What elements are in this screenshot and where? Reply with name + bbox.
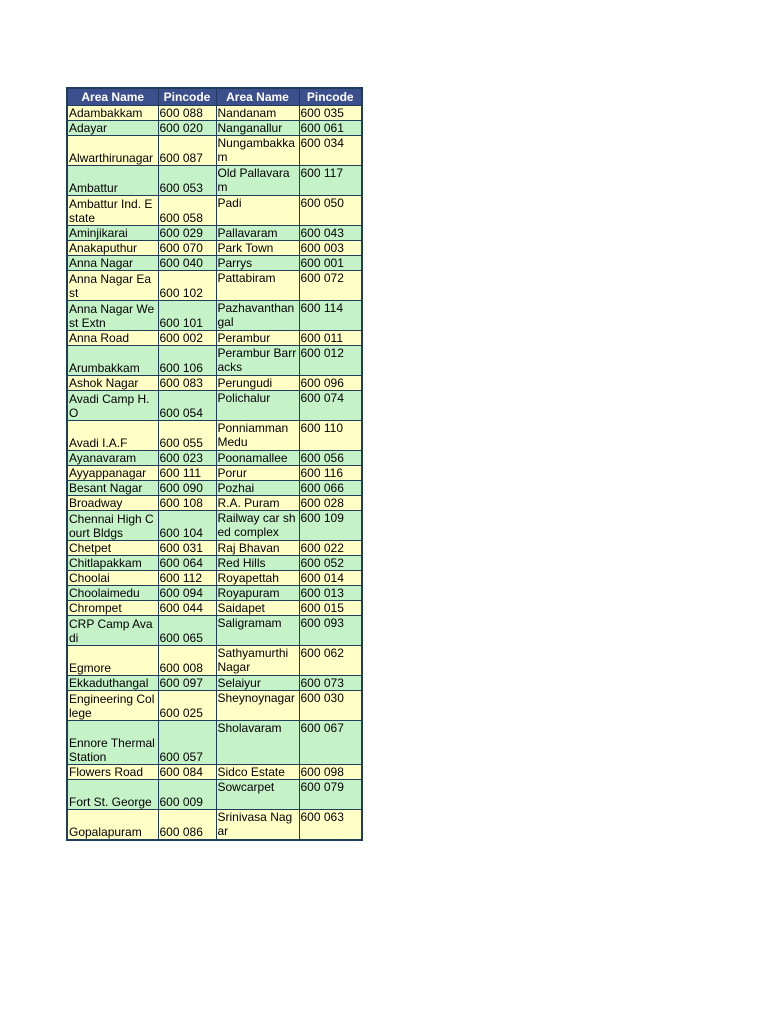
- table-row: [67, 136, 362, 166]
- pincode-cell: 600 020: [158, 121, 216, 136]
- header-area-name-1: Area Name: [67, 88, 158, 106]
- pincode-cell: 600 063: [299, 810, 362, 841]
- area-name-cell: Flowers Road: [67, 765, 158, 780]
- pincode-cell: 600 003: [299, 241, 362, 256]
- area-name-cell: Avadi Camp H.O: [67, 391, 158, 421]
- area-name-cell: Ayyappanagar: [67, 466, 158, 481]
- pincode-cell: 600 001: [299, 256, 362, 271]
- pincode-cell: 600 074: [299, 391, 362, 421]
- pincode-cell: 600 028: [299, 496, 362, 511]
- area-name-cell: Anna Nagar West Extn: [67, 301, 158, 331]
- area-name-cell: R.A. Puram: [216, 496, 299, 511]
- pincode-cell: 600 109: [299, 511, 362, 541]
- pincode-cell: 600 050: [299, 196, 362, 226]
- area-name-cell: Royapettah: [216, 571, 299, 586]
- pincode-cell: 600 054: [158, 391, 216, 421]
- area-name-cell: Railway car shed complex: [216, 511, 299, 541]
- table-row: [67, 765, 362, 780]
- area-name-cell: Porur: [216, 466, 299, 481]
- area-name-cell: Chitlapakkam: [67, 556, 158, 571]
- pincode-cell: 600 111: [158, 466, 216, 481]
- area-name-cell: Perambur: [216, 331, 299, 346]
- area-name-cell: Pazhavanthangal: [216, 301, 299, 331]
- pincode-cell: 600 008: [158, 646, 216, 676]
- area-name-cell: Old Pallavaram: [216, 166, 299, 196]
- table-row: [67, 676, 362, 691]
- area-name-cell: Choolaimedu: [67, 586, 158, 601]
- pincode-cell: 600 013: [299, 586, 362, 601]
- area-name-cell: Engineering College: [67, 691, 158, 721]
- pincode-cell: 600 079: [299, 780, 362, 810]
- pincode-cell: 600 117: [299, 166, 362, 196]
- pincode-cell: 600 094: [158, 586, 216, 601]
- area-name-cell: Alwarthirunagar: [67, 136, 158, 166]
- pincode-cell: 600 072: [299, 271, 362, 301]
- table-row: [67, 421, 362, 451]
- pincode-cell: 600 088: [158, 106, 216, 121]
- table-row: [67, 481, 362, 496]
- area-name-cell: Arumbakkam: [67, 346, 158, 376]
- area-name-cell: Selaiyur: [216, 676, 299, 691]
- header-area-name-2: Area Name: [216, 88, 299, 106]
- table-row: [67, 616, 362, 646]
- area-name-cell: Chennai High Court Bldgs: [67, 511, 158, 541]
- area-name-cell: Perungudi: [216, 376, 299, 391]
- pincode-cell: 600 067: [299, 721, 362, 765]
- table-row: [67, 226, 362, 241]
- pincode-cell: 600 023: [158, 451, 216, 466]
- table-header-row: [67, 88, 362, 106]
- table-row: [67, 586, 362, 601]
- pincode-cell: 600 104: [158, 511, 216, 541]
- table-row: [67, 241, 362, 256]
- area-name-cell: Perambur Barracks: [216, 346, 299, 376]
- pincode-cell: 600 102: [158, 271, 216, 301]
- area-name-cell: Gopalapuram: [67, 810, 158, 841]
- pincode-cell: 600 009: [158, 780, 216, 810]
- area-name-cell: Chrompet: [67, 601, 158, 616]
- table-row: [67, 541, 362, 556]
- pincode-cell: 600 096: [299, 376, 362, 391]
- pincode-cell: 600 002: [158, 331, 216, 346]
- pincode-cell: 600 098: [299, 765, 362, 780]
- table-row: [67, 256, 362, 271]
- area-name-cell: Anna Nagar East: [67, 271, 158, 301]
- pincode-cell: 600 086: [158, 810, 216, 841]
- pincode-cell: 600 053: [158, 166, 216, 196]
- area-name-cell: Sowcarpet: [216, 780, 299, 810]
- area-name-cell: Parrys: [216, 256, 299, 271]
- pincode-cell: 600 056: [299, 451, 362, 466]
- area-name-cell: Padi: [216, 196, 299, 226]
- pincode-cell: 600 043: [299, 226, 362, 241]
- pincode-cell: 600 087: [158, 136, 216, 166]
- pincode-cell: 600 035: [299, 106, 362, 121]
- area-name-cell: Anna Nagar: [67, 256, 158, 271]
- area-name-cell: Ekkaduthangal: [67, 676, 158, 691]
- pincode-cell: 600 012: [299, 346, 362, 376]
- pincode-cell: 600 116: [299, 466, 362, 481]
- pincode-cell: 600 014: [299, 571, 362, 586]
- table-body: [67, 106, 362, 841]
- pincode-cell: 600 114: [299, 301, 362, 331]
- pincode-cell: 600 030: [299, 691, 362, 721]
- pincode-cell: 600 090: [158, 481, 216, 496]
- area-name-cell: Besant Nagar: [67, 481, 158, 496]
- table-row: [67, 166, 362, 196]
- area-name-cell: Sathyamurthi Nagar: [216, 646, 299, 676]
- table-row: [67, 691, 362, 721]
- table-row: [67, 496, 362, 511]
- pincode-cell: 600 083: [158, 376, 216, 391]
- pincode-cell: 600 073: [299, 676, 362, 691]
- area-name-cell: Raj Bhavan: [216, 541, 299, 556]
- pincode-cell: 600 101: [158, 301, 216, 331]
- table-row: [67, 466, 362, 481]
- pincode-cell: 600 108: [158, 496, 216, 511]
- table-row: [67, 391, 362, 421]
- pincode-cell: 600 040: [158, 256, 216, 271]
- area-name-cell: Srinivasa Nagar: [216, 810, 299, 841]
- area-name-cell: Chetpet: [67, 541, 158, 556]
- area-name-cell: Nandanam: [216, 106, 299, 121]
- table-row: [67, 271, 362, 301]
- area-name-cell: Park Town: [216, 241, 299, 256]
- pincode-cell: 600 106: [158, 346, 216, 376]
- table-row: [67, 780, 362, 810]
- table-row: [67, 106, 362, 121]
- area-name-cell: Nanganallur: [216, 121, 299, 136]
- pincode-cell: 600 061: [299, 121, 362, 136]
- area-name-cell: Ambattur Ind. Estate: [67, 196, 158, 226]
- area-name-cell: Polichalur: [216, 391, 299, 421]
- pincode-cell: 600 112: [158, 571, 216, 586]
- pincode-cell: 600 093: [299, 616, 362, 646]
- area-name-cell: Ashok Nagar: [67, 376, 158, 391]
- table-row: [67, 571, 362, 586]
- pincode-cell: 600 097: [158, 676, 216, 691]
- pincode-cell: 600 062: [299, 646, 362, 676]
- area-name-cell: Sholavaram: [216, 721, 299, 765]
- table-row: [67, 301, 362, 331]
- table-row: [67, 556, 362, 571]
- area-name-cell: CRP Camp Avadi: [67, 616, 158, 646]
- area-name-cell: Ayanavaram: [67, 451, 158, 466]
- pincode-cell: 600 025: [158, 691, 216, 721]
- pincode-cell: 600 070: [158, 241, 216, 256]
- pincode-cell: 600 055: [158, 421, 216, 451]
- area-name-cell: Ennore Thermal Station: [67, 721, 158, 765]
- pincode-cell: 600 034: [299, 136, 362, 166]
- area-name-cell: Sheynoynagar: [216, 691, 299, 721]
- table-row: [67, 601, 362, 616]
- table-row: [67, 810, 362, 841]
- table-row: [67, 376, 362, 391]
- area-name-cell: Choolai: [67, 571, 158, 586]
- area-name-cell: Aminjikarai: [67, 226, 158, 241]
- table-row: [67, 346, 362, 376]
- area-name-cell: Ponniamman Medu: [216, 421, 299, 451]
- pincode-table: [66, 87, 363, 841]
- area-name-cell: Avadi I.A.F: [67, 421, 158, 451]
- area-name-cell: Egmore: [67, 646, 158, 676]
- pincode-cell: 600 022: [299, 541, 362, 556]
- pincode-cell: 600 052: [299, 556, 362, 571]
- header-pincode-1: Pincode: [158, 88, 216, 106]
- area-name-cell: Broadway: [67, 496, 158, 511]
- area-name-cell: Saligramam: [216, 616, 299, 646]
- area-name-cell: Adayar: [67, 121, 158, 136]
- area-name-cell: Red Hills: [216, 556, 299, 571]
- area-name-cell: Pallavaram: [216, 226, 299, 241]
- area-name-cell: Pozhai: [216, 481, 299, 496]
- pincode-cell: 600 044: [158, 601, 216, 616]
- area-name-cell: Nungambakkam: [216, 136, 299, 166]
- area-name-cell: Ambattur: [67, 166, 158, 196]
- table-row: [67, 451, 362, 466]
- table-row: [67, 646, 362, 676]
- pincode-cell: 600 031: [158, 541, 216, 556]
- pincode-cell: 600 065: [158, 616, 216, 646]
- pincode-cell: 600 064: [158, 556, 216, 571]
- area-name-cell: Poonamallee: [216, 451, 299, 466]
- pincode-cell: 600 084: [158, 765, 216, 780]
- pincode-cell: 600 058: [158, 196, 216, 226]
- area-name-cell: Sidco Estate: [216, 765, 299, 780]
- area-name-cell: Adambakkam: [67, 106, 158, 121]
- header-pincode-2: Pincode: [299, 88, 362, 106]
- pincode-cell: 600 029: [158, 226, 216, 241]
- pincode-cell: 600 066: [299, 481, 362, 496]
- area-name-cell: Royapuram: [216, 586, 299, 601]
- area-name-cell: Pattabiram: [216, 271, 299, 301]
- area-name-cell: Anakaputhur: [67, 241, 158, 256]
- table-row: [67, 721, 362, 765]
- pincode-cell: 600 110: [299, 421, 362, 451]
- pincode-cell: 600 057: [158, 721, 216, 765]
- table-row: [67, 121, 362, 136]
- pincode-cell: 600 011: [299, 331, 362, 346]
- pincode-cell: 600 015: [299, 601, 362, 616]
- area-name-cell: Saidapet: [216, 601, 299, 616]
- table-row: [67, 331, 362, 346]
- table-row: [67, 196, 362, 226]
- table-row: [67, 511, 362, 541]
- area-name-cell: Fort St. George: [67, 780, 158, 810]
- area-name-cell: Anna Road: [67, 331, 158, 346]
